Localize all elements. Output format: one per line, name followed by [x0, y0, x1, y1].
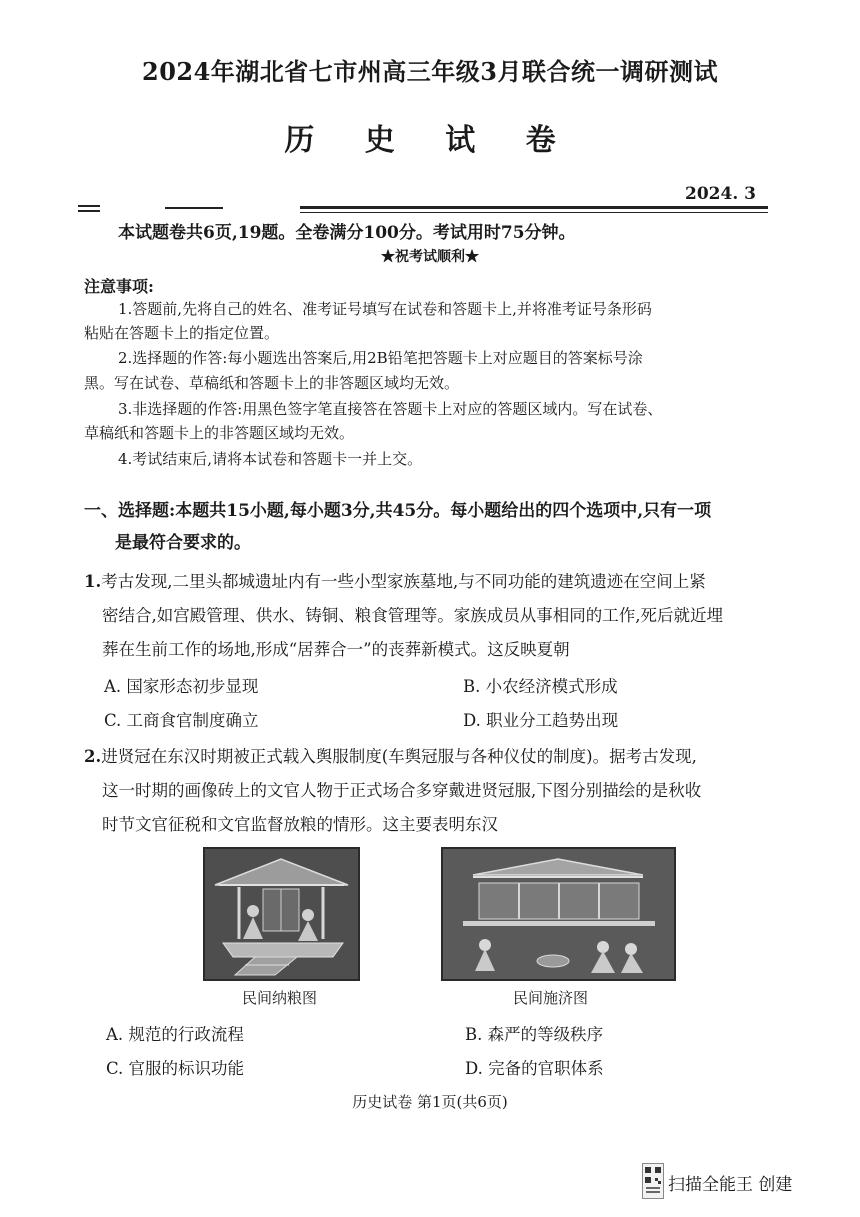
exam-date: 2024. 3: [685, 184, 756, 204]
section-heading: 一、选择题:本题共15小题,每小题3分,共45分。每小题给出的四个选项中,只有一项: [84, 501, 712, 521]
header-rule-short: [165, 207, 223, 209]
note-line: 2.选择题的作答:每小题选出答案后,用2B铅笔把答题卡上对应题目的答案标号涂: [118, 349, 643, 367]
note-line: 1.答题前,先将自己的姓名、准考证号填写在试卷和答题卡上,并将准考证号条形码: [118, 300, 652, 318]
header-rule-left-top: [78, 205, 100, 207]
tax-collection-drawing: [205, 849, 358, 979]
header-rule-main-bottom: [300, 212, 768, 213]
question-2-text: 进贤冠在东汉时期被正式载入舆服制度(车舆冠服与各种仪仗的制度)。据考古发现,: [101, 747, 697, 766]
tax-collection-image: [203, 847, 360, 981]
header-rule-main-top: [300, 206, 768, 209]
question-number: 2.: [84, 747, 102, 766]
question-2-line: [84, 743, 697, 767]
exam-title: 2024年湖北省七市州高三年级3月联合统一调研测试: [142, 57, 718, 86]
note-line: 3.非选择题的作答:用黑色签字笔直接答在答题卡上对应的答题区域内。写在试卷、: [118, 400, 663, 418]
exam-info: 本试题卷共6页,19题。全卷满分100分。考试用时75分钟。: [118, 223, 576, 243]
q2-option-a[interactable]: A. 规范的行政流程: [106, 1025, 244, 1044]
scanner-watermark-label: 扫描全能王 创建: [668, 1175, 793, 1195]
note-line: 粘贴在答题卡上的指定位置。: [84, 324, 280, 342]
image-caption-left: 民间纳粮图: [242, 989, 318, 1007]
notes-heading: 注意事项:: [84, 277, 154, 296]
scanner-logo-icon: [642, 1163, 664, 1199]
question-2-line: 时节文官征税和文官监督放粮的情形。这主要表明东汉: [102, 815, 498, 834]
q1-option-c[interactable]: C. 工商食官制度确立: [104, 711, 259, 730]
note-line: 黑。写在试卷、草稿纸和答题卡上的非答题区域均无效。: [84, 374, 460, 392]
question-1-line: 密结合,如宫殿管理、供水、铸铜、粮食管理等。家族成员从事相同的工作,死后就近埋: [102, 606, 723, 625]
header-rule-left-bottom: [78, 210, 100, 212]
note-line: 4.考试结束后,请将本试卷和答题卡一并上交。: [118, 450, 423, 468]
section-heading-cont: 是最符合要求的。: [115, 533, 251, 553]
note-line: 草稿纸和答题卡上的非答题区域均无效。: [84, 424, 355, 442]
image-caption-right: 民间施济图: [513, 989, 589, 1007]
relief-distribution-drawing: [443, 849, 674, 979]
qr-code-icon: [643, 1164, 663, 1198]
question-number: 1.: [84, 572, 102, 591]
q2-option-c[interactable]: C. 官服的标识功能: [106, 1059, 245, 1078]
relief-distribution-image: [441, 847, 676, 981]
good-luck-text: ★祝考试顺利★: [381, 249, 479, 265]
q2-option-d[interactable]: D. 完备的官职体系: [465, 1059, 604, 1078]
page-footer: 历史试卷 第1页(共6页): [352, 1093, 508, 1111]
q1-option-b[interactable]: B. 小农经济模式形成: [463, 677, 618, 696]
exam-subject-title: 历 史 试 卷: [284, 123, 576, 158]
question-1-line: 葬在生前工作的场地,形成“居葬合一”的丧葬新模式。这反映夏朝: [102, 640, 570, 659]
q1-option-a[interactable]: A. 国家形态初步显现: [104, 677, 259, 696]
q2-option-b[interactable]: B. 森严的等级秩序: [465, 1025, 604, 1044]
q1-option-d[interactable]: D. 职业分工趋势出现: [463, 711, 619, 730]
question-2-line: 这一时期的画像砖上的文官人物于正式场合多穿戴进贤冠服,下图分别描绘的是秋收: [102, 781, 702, 800]
question-1-text: 考古发现,二里头都城遗址内有一些小型家族墓地,与不同功能的建筑遗迹在空间上紧: [101, 572, 706, 591]
question-1-line: [84, 568, 706, 592]
